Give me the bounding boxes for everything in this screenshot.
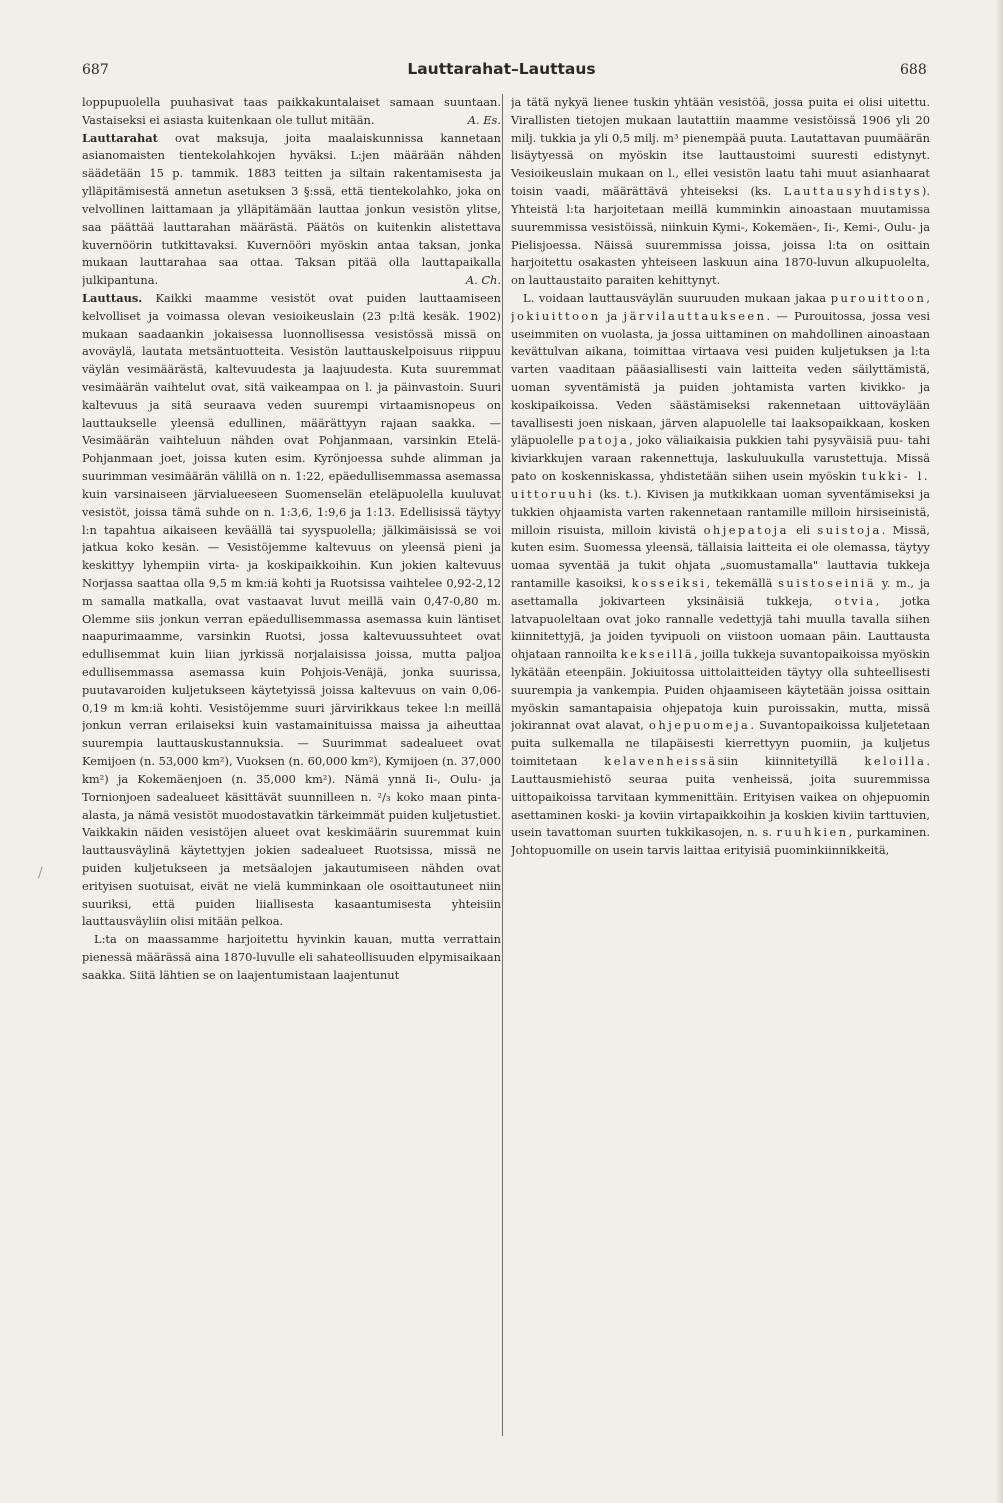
spaced-term: Lauttausyhdistys (783, 184, 922, 199)
spaced-term: järvilauttaukseen (623, 308, 767, 323)
entry-heading: Lauttarahat (82, 130, 158, 145)
spaced-term: kelavenheissä (604, 754, 718, 769)
text: eli (796, 522, 811, 537)
text: L:ta on maassamme harjoitettu hyvinkin kauan, mutta verrattain pienessä määrässä aina 1870-luvulle eli sahateollisuuden elpymisaikaan saakka. Siitä lähtien se on laajentumistaan laajentunut (82, 932, 501, 982)
text: loppupuolella puuhasivat taas paikkakuntalaiset samaan suuntaan. Vastaiseksi ei asiasta kuitenkaan ole tullut mitään. (82, 95, 501, 127)
text: (ks. t.). Kivisen ja mutkikkaan uoman syventämiseksi ja tukkien ohjaamista varten rakennetaan rantamille milloin hirsiseinistä, milloin risuista, milloin kivistä (511, 486, 930, 537)
text: . Missä, kuten esim. Suomessa yleensä, tällaisia laitteita ei ole olemassa, täytyy uomaa syventää ja tukit ohjata „suomustamalla" lauttavia tukkeja rantamille kasoiksi, (511, 522, 930, 590)
paragraph (82, 931, 501, 984)
text: . Suvantopaikoissa kuljetetaan puita sulkemalla ne tilapäisesti kierrettyyn puomiin, ja kuljetus toimitetaan (511, 718, 930, 769)
entry-heading: Lauttaus. (82, 290, 143, 305)
text: siin kiinnitetyillä (717, 754, 838, 769)
spaced-term: purouittoon (830, 290, 927, 305)
text: L. voidaan lauttausväylän suuruuden mukaan jakaa (523, 290, 827, 305)
text: , joko väliaikaisia pukkien tahi pysyväisiä puu- tahi kiviarkkujen varaan rakennettuja, laskuluukulla varustettuja. Missä pato on koskenniskassa, yhdistetään siihen usein myöskin (511, 433, 930, 484)
spaced-term: tukki- l. uittoruuhi (511, 469, 930, 501)
text: , tekemällä (706, 575, 773, 590)
text: Kaikki maamme vesistöt ovat puiden lauttaamiseen kelvolliset ja voimassa olevan vesioikeuslain (23 p:ltä kesäk. 1902) mukaan saadaankin jokaisessa luonnollisessa vesistössä missä on avoväylä, lautata metsäntuotteita. Vesistön lauttauskelpoisuus riippuu väylän vesimäärästä, kaltevuudesta ja laajuudesta. Kuta suuremmat vesimäärän vaihtelut ovat, sitä vaikeampaa on l. ja päinvastoin. Suuri kaltevuus ja sitä seuraava veden suurempi virtaamisnopeus on lauttaukselle yleensä edullinen, määrättyyn rajaan saakka. — Vesimäärän vaihteluun nähden ovat Pohjanmaan, varsinkin Etelä-Pohjanmaan joet, joissa kuten esim. Kyrönjoessa suhde alimman ja suurimman vesimäärän välillä on n. 1:22, epäedullisemmassa asemassa kuin varsinaiseen järvialueeseen Suomenselän eteläpuolella kuuluvat vesistöt, joissa tämä suhde on n. 1:3,6, 1:9,6 ja 1:13. Edellisissä täytyy l:n tapahtua aikaiseen keväällä tai syyspuolella; jälkimäisissä se voi jatkua koko kesän. — Vesistöjemme kaltevuus on yleensä pieni ja keskittyy lyhempiin virta- ja koskipaikkoihin. Kun jokien kaltevuus Norjassa saattaa olla 9,5 m km:iä kohti ja Ruotsissa vaihtelee 0,92-2,12 m samalla matkalla, ovat vastaavat luvut meillä vain 0,47-0,80 m. Olemme siis jonkun verran epäedullisemmassa asemassa kuin läntiset naapurimaamme, varsinkin Ruotsi, jossa kaltevuussuhteet ovat edullisemmat kuin liian jyrkissä norjalaisissa joissa, mutta paljoa edullisemmassa asemassa kuin Pohjois-Venäjä, jonka suurissa, puutavaroiden kuljetukseen käytetyissä joissa kaltevuus on vain 0,06-0,19 m km:iä kohti. Vesistöjemme suuri järvirikkaus tekee l:n meillä jonkun verran erilaiseksi kuin vastamainituissa maissa ja aiheuttaa suurempia lauttauskustannuksia. — Suurimmat sadealueet ovat Kemijoen (n. 53,000 km²), Vuoksen (n. 60,000 km²), Kymijoen (n. 37,000 km²) ja Kokemäenjoen (n. 35,000 km²). Nämä ynnä Ii-, Oulu- ja Tornionjoen sadealueet käsittävät suunnilleen n. ²/₃ koko maan pinta-alasta, ja nämä vesistöt muodostavatkin tärkeimmät puiden kuljetustiet. Vaikkakin näiden vesistöjen alueet ovat keskimäärin suuremmat kuin lauttausväylinä käytettyjen jokien sadealueet Ruotsissa, missä ne puiden kuljetukseen ja metsäalojen jakautumiseen nähden ovat erityisen suotuisat, eivät ne vielä kumminkaan ole osoittautuneet niin suuriksi, että puiden liiallisesta kasaantumisesta yhteisiin lauttausväyliin olisi mitään pelkoa. (82, 290, 501, 929)
text: . Lauttausmiehistö seuraa puita venheissä, joita suuremmissa uittopaikoissa tarvitaan kymmenittäin. Erityisen vaikea on ohjepuomin asettaminen koski- ja koviin virtapaikkoihin ja koskien kiviin tarttuvien, usein tavattoman suurten tukkikasojen, n. s. (511, 754, 930, 840)
spaced-term: patoja (578, 433, 630, 448)
page-fold-shadow (995, 0, 1003, 1503)
paragraph (82, 290, 501, 931)
text: ja (606, 308, 618, 323)
spaced-term: jokiuittoon (511, 308, 601, 323)
signature: A. Es. (467, 112, 501, 127)
spaced-term: ohjepatoja (703, 522, 789, 537)
spaced-term: ruuhkien (776, 825, 849, 840)
signature: A. Ch. (465, 273, 501, 288)
left-page-number: 687 (82, 62, 109, 78)
paragraph (511, 94, 930, 290)
left-column (82, 94, 501, 1434)
spaced-term: keloilla (864, 754, 927, 769)
text: , purkaminen. Johtopuomille on usein tarvis laittaa erityisiä puominkiinnikkeitä, (511, 825, 930, 858)
spaced-term: ohjepuomeja (649, 718, 751, 733)
right-page-number: 688 (900, 62, 927, 78)
text: ). Yhteistä l:ta harjoitetaan meillä kumminkin ainoastaan muutamissa suuremmissa vesistöissä, niinkuin Kymi-, Kokemäen-, Ii-, Kemi-, Oulu- ja Pielisjoessa. Näissä suuremmissa joissa, joissa l:ta on osittain harjoitettu osakasten yhteiseen laskuun aina 1870-luvun alkupuolelta, on lauttaustaito paraiten kehittynyt. (511, 184, 930, 288)
text: ja tätä nykyä lienee tuskin yhtään vesistöä, jossa puita ei olisi uitettu. Virallisten tietojen mukaan lautattiin maamme vesistöissä 1906 yli 20 milj. tukkia ja yli 0,5 milj. m³ pienempää puuta. Lautattavan puumäärän lisäytyessä on myöskin itse lauttaustoimi suuresti edistynyt. Vesioikeuslain mukaan on l., ellei vesistön laatu tahi muut asianhaarat toisin vaadi, määrättävä yhteiseksi (ks. (511, 95, 930, 199)
right-column (511, 94, 930, 1434)
spaced-term: suistoseiniä (778, 575, 877, 590)
spaced-term: suistoja (817, 522, 882, 537)
spaced-term: otvia (834, 593, 876, 608)
paragraph (82, 130, 501, 290)
text: , (926, 290, 930, 305)
column-divider (502, 94, 503, 1436)
margin-mark: ∕ (38, 865, 43, 881)
text: , joilla tukkeja suvantopaikoissa myöskin lykätään eteenpäin. Jokiuitossa uittolaitteiden täytyy olla suhteellisesti suurempia ja vankempia. Puiden ohjaamiseen käytetään joissa osittain myöskin samantapaisia ohjepatoja kuin puroissakin, mutta, missä jokirannat ovat alavat, (511, 647, 930, 733)
spaced-term: kekseillä (620, 647, 695, 662)
text: , jotka latvapuoleltaan ovat joko rannalle vedettyjä tahi muulla tavalla siihen kiinnitettyjä, ja joiden tyvipuoli on viistoon uomaan päin. Lauttausta ohjataan rannoilta (511, 593, 930, 662)
text: ovat maksuja, joita maalaiskunnissa kannetaan asianomaisten tientekolahkojen hyväksi. L:jen määrään nähden säädetään 15 p. tammik. 1883 teitten ja siltain rakentamisesta ja ylläpitämisestä annetun asetuksen 3 §:ssä, että tientekolahko, joka on velvollinen laittamaan ja ylläpitämään lauttaa jonkun vesistön ylitse, saa päättää lauttarahan määrästä. Päätös on kuitenkin alistettava kuvernöörin tutkittavaksi. Kuvernööri myöskin antaa taksan, jonka mukaan lauttarahaa saa ottaa. Taksan pitää olla lauttapaikalla julkipantuna. (82, 130, 501, 288)
text: . — Purouitossa, jossa vesi useimmiten on vuolasta, ja jossa uittaminen on mahdollinen ainoastaan kevättulvan aikana, toimittaa virtaava vesi puiden kuljetuksen ja l:ta varten vaaditaan pääasiallisesti vain laitteita veden säilyttämistä, uoman syventämistä ja puiden johtamista varten kivikko- ja koskipaikoissa. Veden säästämiseksi rakennetaan uittoväylään tavallisesti joen niskaan, järven alapuolelle tai laaksopaikkaan, kosken yläpuolelle (511, 308, 930, 448)
running-title: Lauttarahat–Lauttaus (407, 60, 596, 78)
paragraph (511, 290, 930, 860)
page-header (0, 58, 1003, 88)
text: y. m., ja asettamalla jokivarteen yksinäisiä tukkeja, (511, 575, 930, 608)
spaced-term: kosseiksi (631, 575, 707, 590)
paragraph (82, 94, 501, 130)
